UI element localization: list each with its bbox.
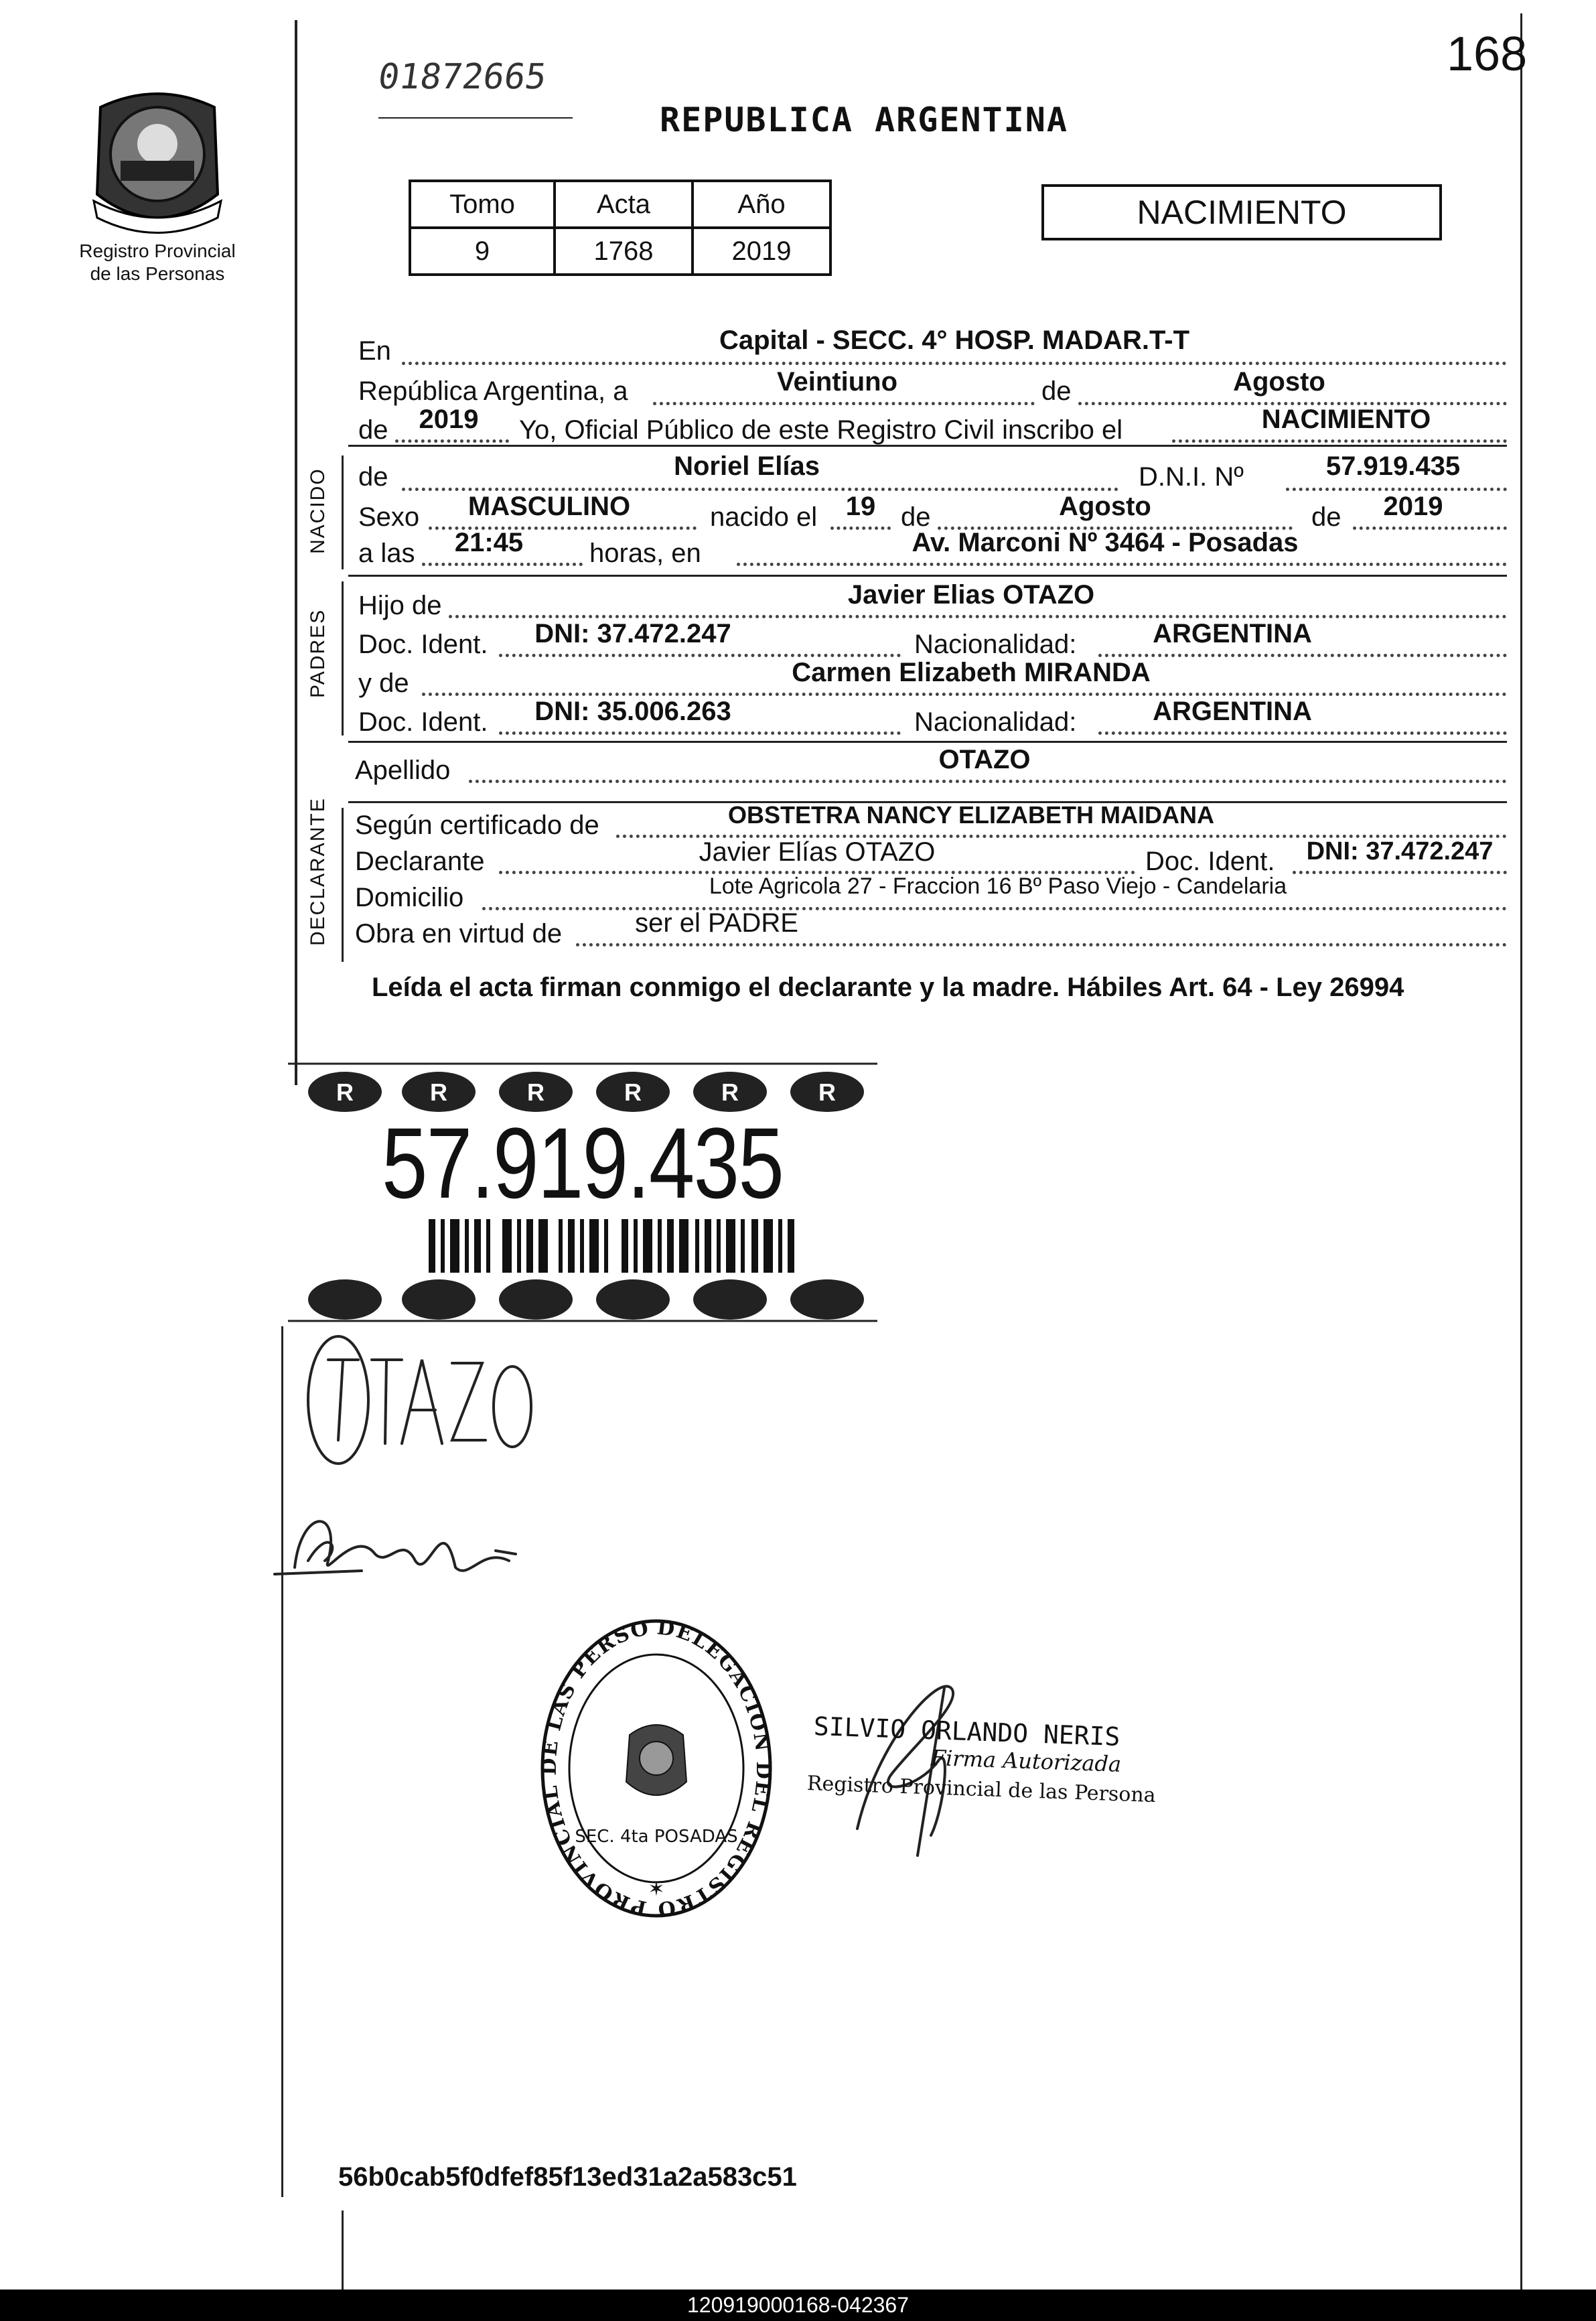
dots (653, 402, 1035, 405)
event-value: NACIMIENTO (1261, 405, 1431, 434)
logo-caption-line-2: de las Personas (90, 263, 225, 284)
birth-month: Agosto (1059, 492, 1151, 521)
domicilio-value: Lote Agricola 27 - Fraccion 16 Bº Paso Viejo - Candelaria (709, 873, 1287, 899)
month-value: Agosto (1233, 367, 1325, 397)
birth-year: 2019 (1383, 492, 1443, 521)
mother-doc: DNI: 35.006.263 (534, 697, 731, 726)
mother-nationality: ARGENTINA (1153, 697, 1312, 726)
nacido-de-label-2: de (901, 502, 931, 532)
day-value: Veintiuno (777, 367, 897, 397)
svg-text:R: R (527, 1078, 545, 1106)
republic-label: República Argentina, a (358, 376, 628, 406)
right-border-line (1520, 13, 1522, 2291)
cert-label: Según certificado de (355, 811, 599, 840)
y-de-label: y de (358, 669, 409, 698)
document-hash: 56b0cab5f0dfef85f13ed31a2a583c51 (338, 2162, 797, 2192)
padres-section-label: PADRES (307, 608, 329, 698)
misiones-shield-icon (74, 80, 241, 241)
official-name: SILVIO ORLANDO NERIS (813, 1711, 1121, 1752)
apellido-label: Apellido (355, 756, 451, 785)
closing-text: Leída el acta firman conmigo el declarante y la madre. Hábiles Art. 64 - Ley 26994 (372, 973, 1404, 1002)
dots (402, 362, 1507, 365)
left-border-line (295, 20, 297, 1085)
dots (1098, 654, 1507, 657)
apellido-value: OTAZO (938, 745, 1031, 774)
declarant-signature (268, 1487, 536, 1598)
dots (449, 615, 1507, 618)
de2-label: de (358, 415, 388, 445)
table-value-acta: 1768 (555, 228, 693, 275)
logo-caption-line-1: Registro Provincial (79, 240, 236, 261)
officer-text: Yo, Oficial Público de este Registro Civil inscribo el (519, 415, 1123, 445)
father-nationality: ARGENTINA (1153, 619, 1312, 648)
stamp-inner-text: SEC. 4ta POSADAS (575, 1827, 738, 1847)
province-logo (74, 80, 241, 241)
serial-underline (378, 117, 573, 119)
declarante-section-label: DECLARANTE (307, 797, 329, 946)
a-las-label: a las (358, 539, 415, 568)
dots (1098, 731, 1507, 735)
obra-value: ser el PADRE (635, 908, 798, 938)
declarante-value: Javier Elías OTAZO (699, 837, 936, 867)
en-label: En (358, 336, 391, 366)
official-office: Registro Provincial de las Persona (806, 1772, 1157, 1808)
declarante-section-bracket (342, 808, 344, 962)
svg-text:R: R (430, 1078, 447, 1106)
mother-nat-label: Nacionalidad: (914, 707, 1077, 737)
declarante-label: Declarante (355, 847, 485, 876)
father-doc-label: Doc. Ident. (358, 630, 488, 659)
mother-doc-label: Doc. Ident. (358, 707, 488, 737)
horas-label: horas, en (589, 539, 701, 568)
dots (469, 780, 1507, 783)
declarante-doc-label: Doc. Ident. (1145, 847, 1275, 876)
nacido-de-label: de (358, 462, 388, 492)
birth-time: 21:45 (454, 528, 524, 557)
dots (402, 488, 1118, 491)
table-header-tomo: Tomo (410, 181, 555, 228)
official-title: Firma Autorizada (930, 1745, 1122, 1777)
record-type-box (1041, 184, 1442, 240)
left-border-line-lower (281, 1326, 283, 2197)
page-number: 168 (1447, 27, 1528, 81)
footer-bar (0, 2290, 1596, 2321)
svg-text:R: R (818, 1078, 836, 1106)
rule (348, 445, 1507, 447)
cert-value: OBSTETRA NANCY ELIZABETH MAIDANA (728, 801, 1214, 829)
left-border-line-bottom (342, 2210, 344, 2298)
child-dni: 57.919.435 (1325, 451, 1461, 481)
table-value-ano: 2019 (693, 228, 830, 275)
logo-caption (60, 240, 255, 285)
country-title: REPUBLICA ARGENTINA (660, 100, 1068, 139)
nacido-section-label: NACIDO (307, 468, 329, 554)
record-type: NACIMIENTO (1137, 194, 1347, 231)
obra-label: Obra en virtud de (355, 919, 563, 948)
signature-icon (268, 1487, 536, 1594)
table-header-ano: Año (693, 181, 830, 228)
child-name: Noriel Elías (674, 451, 820, 481)
birth-day: 19 (845, 492, 876, 521)
de-label: de (1041, 376, 1072, 406)
father-nat-label: Nacionalidad: (914, 630, 1077, 659)
dots (499, 731, 901, 735)
serial-number: 01872665 (375, 57, 549, 97)
place-value: Capital - SECC. 4° HOSP. MADAR.T-T (719, 326, 1189, 355)
hijo-de-label: Hijo de (358, 591, 442, 620)
mother-name: Carmen Elizabeth MIRANDA (792, 658, 1151, 687)
svg-text:✶: ✶ (648, 1878, 665, 1900)
registry-seal-icon (536, 1614, 777, 1922)
sexo-value: MASCULINO (467, 492, 631, 521)
dots (576, 943, 1507, 946)
table-value-tomo: 9 (410, 228, 555, 275)
dots (1353, 526, 1507, 530)
table-header-acta: Acta (555, 181, 693, 228)
dots (422, 563, 583, 566)
nacido-el-label: nacido el (710, 502, 818, 532)
svg-text:R: R (721, 1078, 739, 1106)
dots (1172, 439, 1507, 443)
record-table (409, 180, 832, 276)
rule (348, 575, 1507, 577)
stamp-ring-text: DELEGACION DEL REGISTRO PROVINCIAL DE LAS PERSO (537, 1616, 776, 1921)
padres-section-bracket (342, 581, 344, 735)
dots (422, 693, 1507, 696)
handwritten-otazo-icon (301, 1333, 542, 1487)
father-name: Javier Elias OTAZO (847, 580, 1095, 610)
barcode-number: 57.919.435 (382, 1107, 784, 1219)
domicilio-label: Domicilio (355, 883, 464, 912)
dni-label: D.N.I. Nº (1139, 462, 1244, 492)
father-doc: DNI: 37.472.247 (534, 619, 731, 648)
nacido-de-label-3: de (1311, 502, 1341, 532)
dots (1286, 488, 1507, 491)
svg-text:R: R (336, 1078, 354, 1106)
rule (348, 741, 1507, 743)
dots (499, 654, 901, 657)
svg-text:R: R (624, 1078, 642, 1106)
dots (737, 563, 1507, 566)
sexo-label: Sexo (358, 502, 420, 532)
nacido-section-bracket (342, 455, 344, 569)
official-stamp (536, 1614, 777, 1926)
footer-code: 120919000168-042367 (687, 2293, 909, 2317)
dots (395, 439, 509, 443)
year-value: 2019 (419, 405, 479, 434)
birth-address: Av. Marconi Nº 3464 - Posadas (912, 528, 1299, 557)
handwritten-surname (301, 1333, 542, 1490)
declarante-doc: DNI: 37.472.247 (1306, 837, 1494, 865)
